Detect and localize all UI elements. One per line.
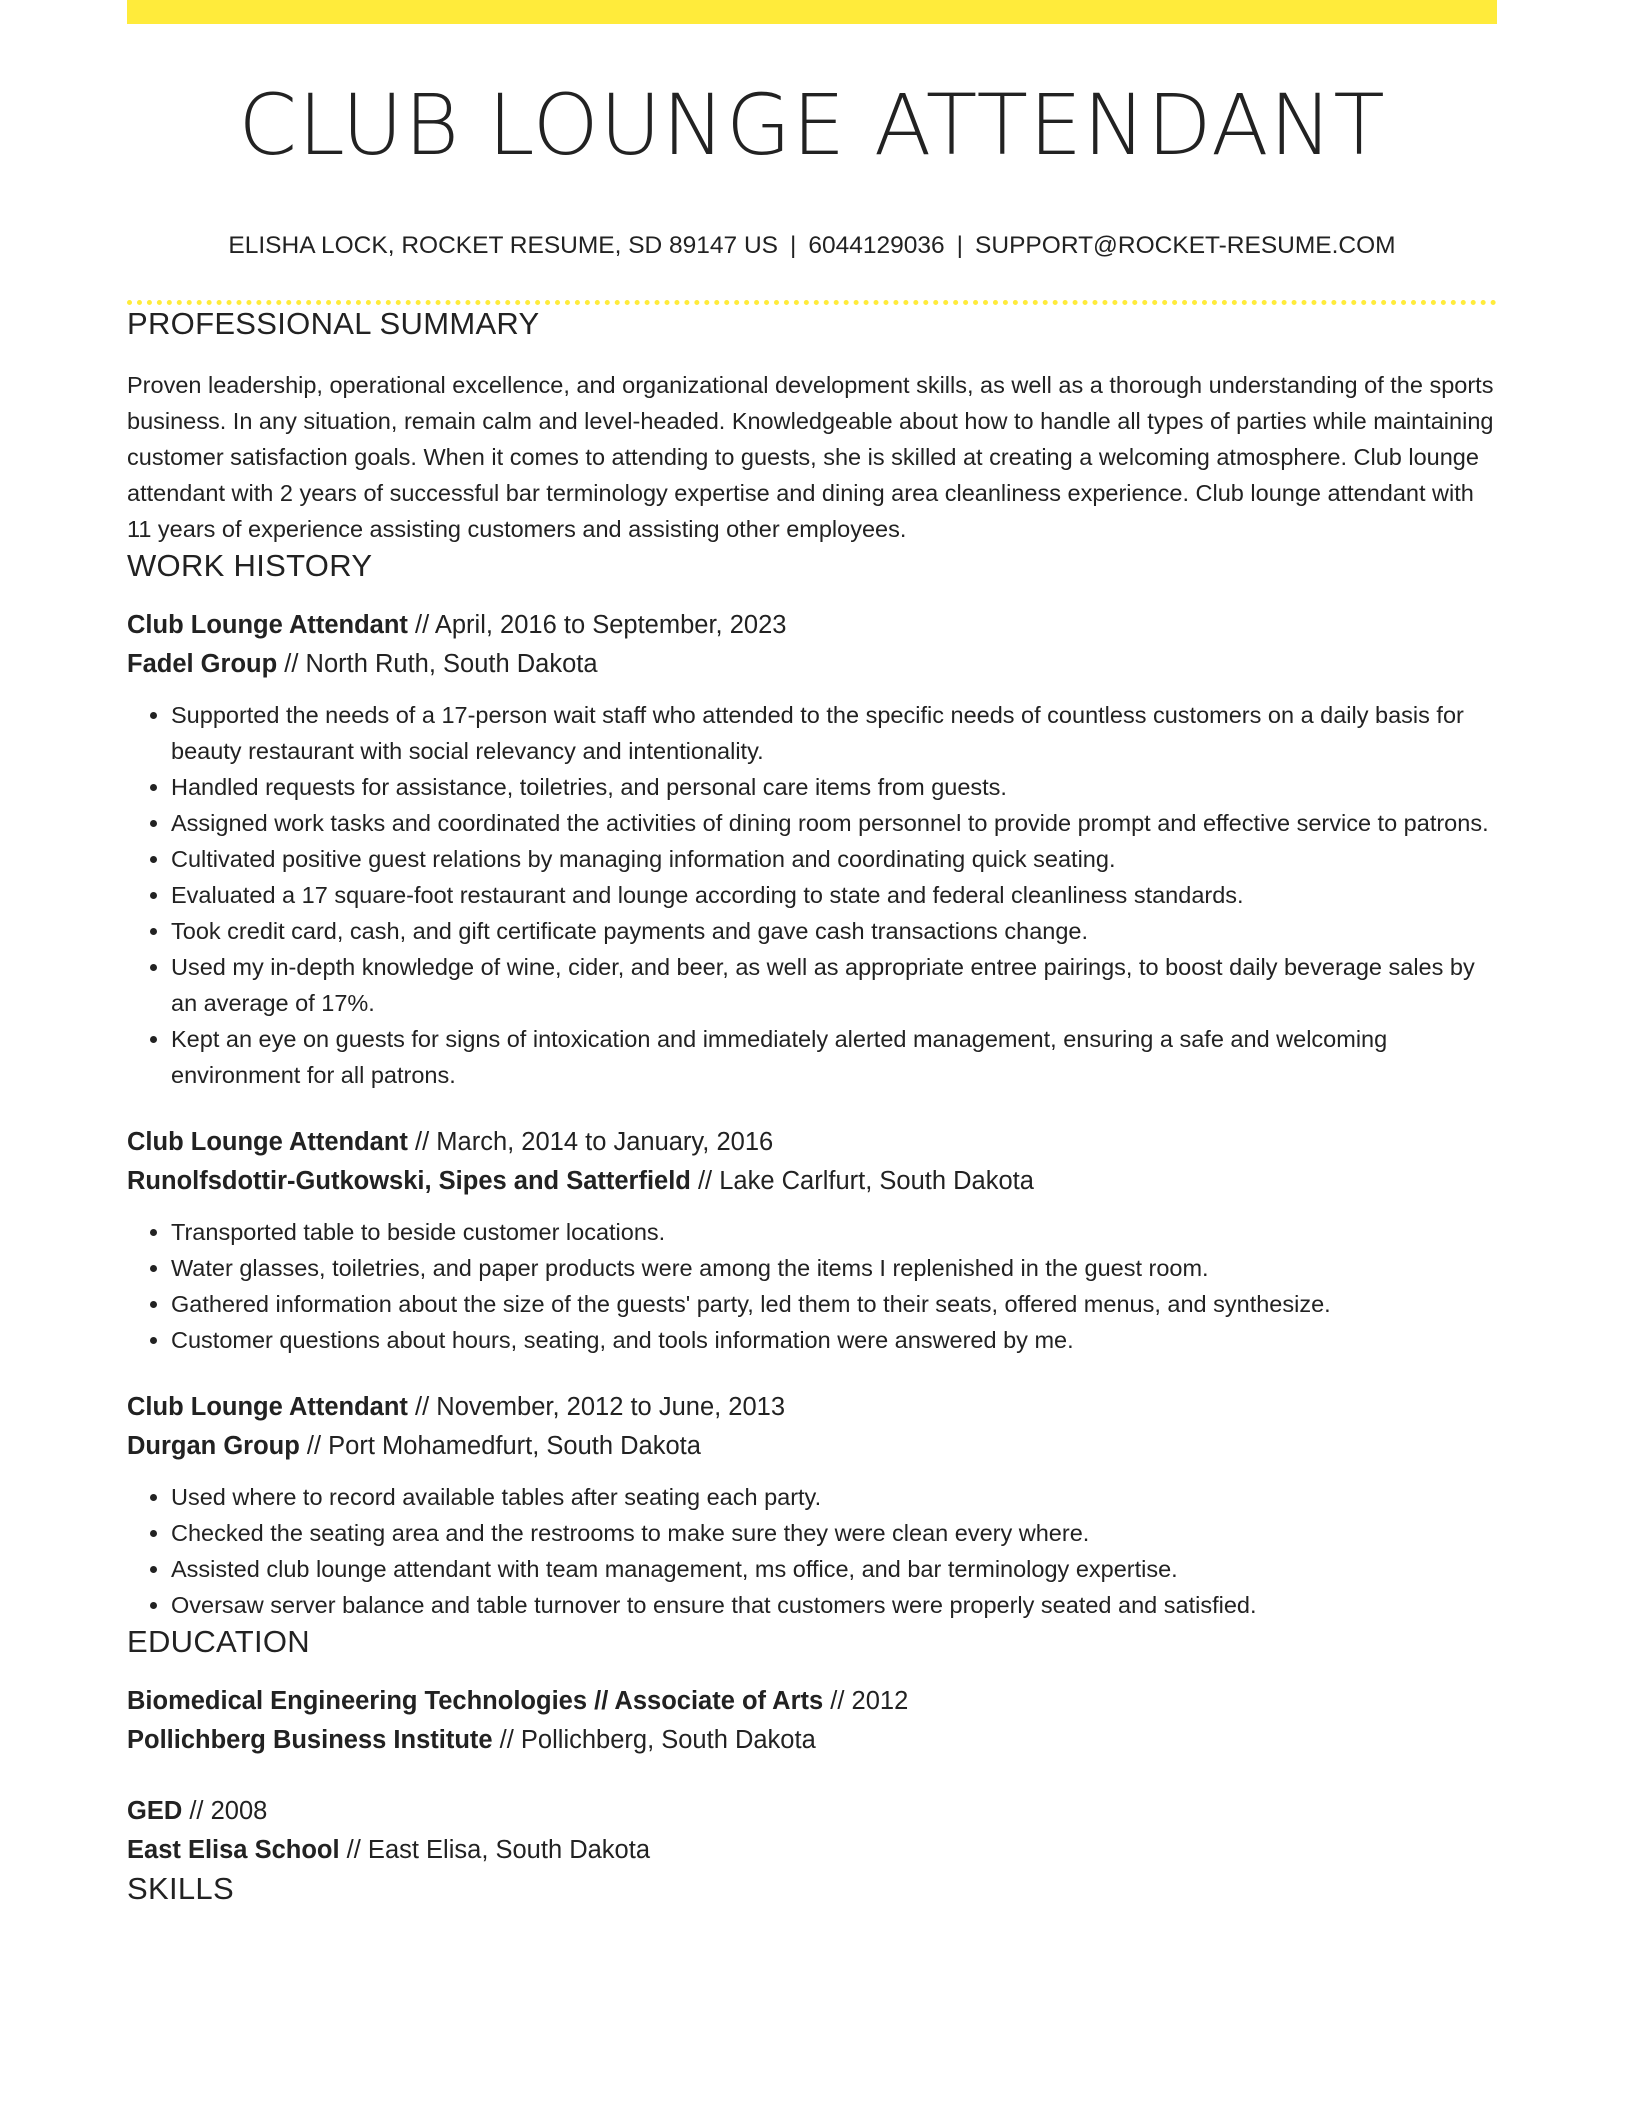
bullet-item: • Cultivated positive guest relations by managing information and coordinating quick seating.	[171, 841, 1497, 877]
bullet-item: • Evaluated a 17 square-foot restaurant and lounge according to state and federal cleanliness standards.	[171, 877, 1497, 913]
company-line	[127, 1162, 1497, 1201]
bullet-item: • Handled requests for assistance, toiletries, and personal care items from guests.	[171, 769, 1497, 805]
bullet-item: • Used my in-depth knowledge of wine, cider, and beer, as well as appropriate entree pairings, to boost daily beverage sales by an average of 17%.	[171, 949, 1497, 1021]
degree-year: // 2012	[823, 1686, 909, 1715]
degree-name: Biomedical Engineering Technologies // Associate of Arts	[127, 1686, 824, 1715]
resume-page	[127, 0, 1497, 1907]
bullet-item: • Assisted club lounge attendant with team management, ms office, and bar terminology expertise.	[171, 1551, 1497, 1587]
company-name: Runolfsdottir-Gutkowski, Sipes and Satterfield	[127, 1166, 691, 1195]
job-bullets	[127, 1214, 1497, 1358]
education-entry	[127, 1792, 1497, 1870]
bullet-item: • Oversaw server balance and table turnover to ensure that customers were properly seated and satisfied.	[171, 1587, 1497, 1623]
bullet-item: • Kept an eye on guests for signs of intoxication and immediately alerted management, ensuring a safe and welcoming environment for all patrons.	[171, 1021, 1497, 1093]
education-heading: EDUCATION	[127, 1623, 310, 1659]
school-location: // Pollichberg, South Dakota	[492, 1725, 816, 1754]
bullet-item: • Water glasses, toiletries, and paper products were among the items I replenished in the guest room.	[171, 1250, 1497, 1286]
school-name: Pollichberg Business Institute	[127, 1725, 493, 1754]
degree-line	[127, 1682, 1497, 1721]
job-dates: // March, 2014 to January, 2016	[407, 1127, 774, 1156]
work-history-heading: WORK HISTORY	[127, 547, 373, 583]
company-line	[127, 1427, 1497, 1466]
skills-heading: SKILLS	[127, 1870, 234, 1906]
job-title-line	[127, 1123, 1497, 1162]
contact-separator: |	[790, 232, 797, 259]
job-entry	[127, 606, 1497, 1093]
company-name: Durgan Group	[127, 1431, 300, 1460]
contact-address: ELISHA LOCK, ROCKET RESUME, SD 89147 US	[228, 232, 779, 259]
job-title-line	[127, 1388, 1497, 1427]
company-line	[127, 645, 1497, 684]
contact-separator: |	[956, 232, 964, 259]
bullet-item: • Assigned work tasks and coordinated the activities of dining room personnel to provide prompt and effective service to patrons.	[171, 805, 1497, 841]
bullet-item: • Customer questions about hours, seating, and tools information were answered by me.	[171, 1322, 1497, 1358]
education-entry	[127, 1682, 1497, 1760]
school-location: // East Elisa, South Dakota	[339, 1835, 651, 1864]
summary-text: Proven leadership, operational excellence, and organizational development skills, as well as a thorough understanding of the sports business. In any situation, remain calm and level-headed. Knowledgeable about how to handle all types of parties while maintaining customer satisfaction goals. When it comes to attending to guests, she is skilled at creating a welcoming atmosphere. Club lounge attendant with 2 years of successful bar terminology expertise and dining area cleanliness experience. Club lounge attendant with 11 years of experience assisting customers and assisting other employees.	[127, 371, 1494, 542]
job-title: Club Lounge Attendant	[127, 610, 408, 639]
bullet-item: • Transported table to beside customer locations.	[171, 1214, 1497, 1250]
job-title: Club Lounge Attendant	[127, 1127, 408, 1156]
job-title: Club Lounge Attendant	[127, 1392, 408, 1421]
job-bullets	[127, 697, 1497, 1093]
company-location: // North Ruth, South Dakota	[277, 649, 598, 678]
contact-line	[127, 231, 1497, 260]
bullet-item: • Used where to record available tables after seating each party.	[171, 1479, 1497, 1515]
job-dates: // November, 2012 to June, 2013	[407, 1392, 786, 1421]
bullet-item: • Supported the needs of a 17-person wait staff who attended to the specific needs of countless customers on a daily basis for beauty restaurant with social relevancy and intentionality.	[171, 697, 1497, 769]
school-line	[127, 1831, 1497, 1870]
bullet-item: • Gathered information about the size of the guests' party, led them to their seats, offered menus, and synthesize.	[171, 1286, 1497, 1322]
contact-phone: 6044129036	[808, 232, 945, 259]
job-entry	[127, 1388, 1497, 1623]
resume-title: CLUB LOUNGE ATTENDANT	[238, 76, 1386, 174]
degree-line	[127, 1792, 1497, 1831]
bullet-item: • Took credit card, cash, and gift certificate payments and gave cash transactions change.	[171, 913, 1497, 949]
company-location: // Port Mohamedfurt, South Dakota	[299, 1431, 701, 1460]
job-bullets	[127, 1479, 1497, 1623]
job-entry	[127, 1123, 1497, 1358]
contact-email: SUPPORT@ROCKET-RESUME.COM	[975, 232, 1396, 259]
summary-heading: PROFESSIONAL SUMMARY	[127, 306, 540, 342]
job-dates: // April, 2016 to September, 2023	[407, 610, 787, 639]
bullet-item: • Checked the seating area and the restrooms to make sure they were clean every where.	[171, 1515, 1497, 1551]
school-line	[127, 1721, 1497, 1760]
job-title-line	[127, 606, 1497, 645]
company-location: // Lake Carlfurt, South Dakota	[690, 1166, 1034, 1195]
top-accent-bar	[127, 0, 1497, 24]
company-name: Fadel Group	[127, 649, 278, 678]
degree-year: // 2008	[182, 1796, 268, 1825]
school-name: East Elisa School	[127, 1835, 340, 1864]
degree-name: GED	[127, 1796, 183, 1825]
